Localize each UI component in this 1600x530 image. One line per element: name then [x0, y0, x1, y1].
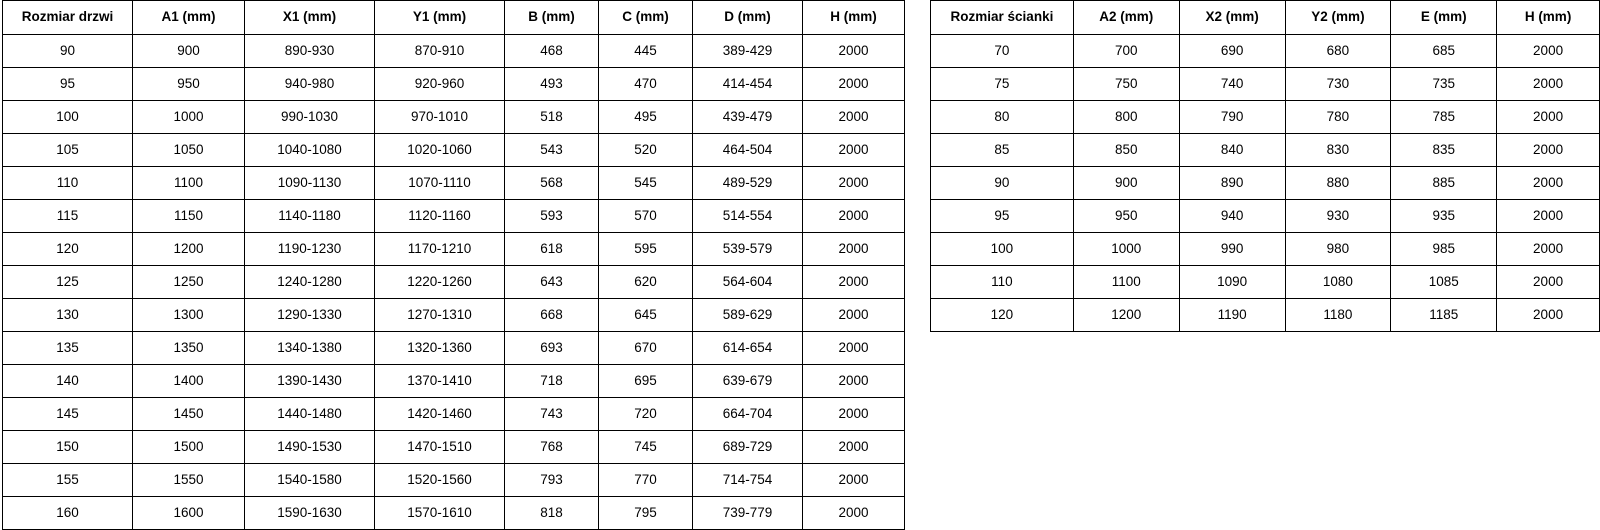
doors-cell: 495	[599, 101, 693, 134]
doors-cell: 870-910	[375, 35, 505, 68]
table-row	[3, 233, 905, 266]
doors-cell: 105	[3, 134, 133, 167]
doors-cell: 2000	[803, 299, 905, 332]
doors-cell: 543	[505, 134, 599, 167]
walls-column-header: H (mm)	[1497, 1, 1600, 35]
doors-cell: 593	[505, 200, 599, 233]
walls-cell: 850	[1073, 134, 1179, 167]
doors-cell: 110	[3, 167, 133, 200]
doors-cell: 1020-1060	[375, 134, 505, 167]
walls-cell: 740	[1179, 68, 1285, 101]
doors-cell: 445	[599, 35, 693, 68]
doors-cell: 900	[133, 35, 245, 68]
doors-header-row	[3, 1, 905, 35]
doors-cell: 2000	[803, 167, 905, 200]
walls-cell: 800	[1073, 101, 1179, 134]
doors-cell: 695	[599, 365, 693, 398]
doors-cell: 1440-1480	[245, 398, 375, 431]
doors-column-header: Y1 (mm)	[375, 1, 505, 35]
doors-table-body	[3, 35, 905, 530]
doors-cell: 1000	[133, 101, 245, 134]
table-row	[931, 167, 1600, 200]
walls-cell: 730	[1285, 68, 1391, 101]
doors-cell: 2000	[803, 266, 905, 299]
walls-cell: 2000	[1497, 167, 1600, 200]
walls-cell: 700	[1073, 35, 1179, 68]
doors-cell: 489-529	[693, 167, 803, 200]
doors-cell: 1290-1330	[245, 299, 375, 332]
doors-column-header: D (mm)	[693, 1, 803, 35]
walls-cell: 2000	[1497, 299, 1600, 332]
doors-cell: 150	[3, 431, 133, 464]
doors-cell: 1350	[133, 332, 245, 365]
doors-cell: 145	[3, 398, 133, 431]
doors-cell: 614-654	[693, 332, 803, 365]
doors-cell: 645	[599, 299, 693, 332]
doors-cell: 570	[599, 200, 693, 233]
doors-table-head	[3, 1, 905, 35]
doors-cell: 739-779	[693, 497, 803, 530]
doors-cell: 714-754	[693, 464, 803, 497]
doors-cell: 135	[3, 332, 133, 365]
walls-cell: 85	[931, 134, 1074, 167]
doors-cell: 595	[599, 233, 693, 266]
doors-cell: 2000	[803, 431, 905, 464]
doors-cell: 1270-1310	[375, 299, 505, 332]
doors-cell: 1190-1230	[245, 233, 375, 266]
walls-cell: 985	[1391, 233, 1497, 266]
doors-cell: 1170-1210	[375, 233, 505, 266]
doors-cell: 414-454	[693, 68, 803, 101]
doors-cell: 795	[599, 497, 693, 530]
walls-table-head	[931, 1, 1600, 35]
walls-cell: 2000	[1497, 266, 1600, 299]
doors-cell: 120	[3, 233, 133, 266]
doors-cell: 125	[3, 266, 133, 299]
walls-cell: 80	[931, 101, 1074, 134]
walls-cell: 1100	[1073, 266, 1179, 299]
doors-cell: 643	[505, 266, 599, 299]
doors-cell: 545	[599, 167, 693, 200]
walls-cell: 885	[1391, 167, 1497, 200]
walls-cell: 780	[1285, 101, 1391, 134]
walls-cell: 1190	[1179, 299, 1285, 332]
doors-cell: 2000	[803, 332, 905, 365]
doors-column-header: A1 (mm)	[133, 1, 245, 35]
doors-cell: 664-704	[693, 398, 803, 431]
walls-table-container	[930, 0, 1600, 332]
doors-cell: 2000	[803, 134, 905, 167]
walls-cell: 1180	[1285, 299, 1391, 332]
doors-cell: 1140-1180	[245, 200, 375, 233]
doors-column-header: C (mm)	[599, 1, 693, 35]
walls-column-header: A2 (mm)	[1073, 1, 1179, 35]
doors-cell: 720	[599, 398, 693, 431]
walls-cell: 690	[1179, 35, 1285, 68]
doors-cell: 1050	[133, 134, 245, 167]
doors-cell: 1550	[133, 464, 245, 497]
doors-cell: 2000	[803, 35, 905, 68]
doors-cell: 768	[505, 431, 599, 464]
doors-cell: 160	[3, 497, 133, 530]
doors-cell: 1070-1110	[375, 167, 505, 200]
doors-cell: 1490-1530	[245, 431, 375, 464]
doors-column-header: X1 (mm)	[245, 1, 375, 35]
walls-cell: 70	[931, 35, 1074, 68]
walls-cell: 890	[1179, 167, 1285, 200]
table-row	[931, 233, 1600, 266]
walls-cell: 2000	[1497, 200, 1600, 233]
doors-cell: 950	[133, 68, 245, 101]
walls-cell: 1185	[1391, 299, 1497, 332]
table-row	[931, 299, 1600, 332]
table-row	[3, 134, 905, 167]
doors-cell: 890-930	[245, 35, 375, 68]
doors-cell: 493	[505, 68, 599, 101]
doors-cell: 1120-1160	[375, 200, 505, 233]
doors-cell: 745	[599, 431, 693, 464]
walls-table-body	[931, 35, 1600, 332]
table-row	[3, 365, 905, 398]
doors-cell: 468	[505, 35, 599, 68]
walls-cell: 2000	[1497, 68, 1600, 101]
doors-cell: 1320-1360	[375, 332, 505, 365]
table-row	[931, 35, 1600, 68]
walls-cell: 935	[1391, 200, 1497, 233]
table-row	[3, 464, 905, 497]
doors-cell: 1400	[133, 365, 245, 398]
doors-cell: 668	[505, 299, 599, 332]
table-row	[3, 68, 905, 101]
doors-cell: 639-679	[693, 365, 803, 398]
doors-cell: 100	[3, 101, 133, 134]
doors-cell: 115	[3, 200, 133, 233]
doors-cell: 670	[599, 332, 693, 365]
table-row	[3, 266, 905, 299]
walls-cell: 1085	[1391, 266, 1497, 299]
walls-cell: 95	[931, 200, 1074, 233]
doors-cell: 990-1030	[245, 101, 375, 134]
walls-cell: 2000	[1497, 233, 1600, 266]
doors-cell: 514-554	[693, 200, 803, 233]
table-row	[931, 68, 1600, 101]
doors-cell: 1340-1380	[245, 332, 375, 365]
walls-cell: 750	[1073, 68, 1179, 101]
walls-cell: 120	[931, 299, 1074, 332]
walls-cell: 685	[1391, 35, 1497, 68]
walls-cell: 830	[1285, 134, 1391, 167]
walls-cell: 1000	[1073, 233, 1179, 266]
walls-cell: 980	[1285, 233, 1391, 266]
doors-dimensions-table	[2, 0, 905, 530]
walls-cell: 940	[1179, 200, 1285, 233]
doors-cell: 90	[3, 35, 133, 68]
walls-cell: 2000	[1497, 101, 1600, 134]
walls-cell: 930	[1285, 200, 1391, 233]
walls-cell: 110	[931, 266, 1074, 299]
doors-cell: 818	[505, 497, 599, 530]
doors-cell: 1040-1080	[245, 134, 375, 167]
doors-cell: 1390-1430	[245, 365, 375, 398]
table-row	[3, 497, 905, 530]
walls-dimensions-table	[930, 0, 1600, 332]
doors-cell: 1590-1630	[245, 497, 375, 530]
table-row	[3, 101, 905, 134]
doors-cell: 970-1010	[375, 101, 505, 134]
doors-cell: 940-980	[245, 68, 375, 101]
doors-cell: 2000	[803, 398, 905, 431]
walls-cell: 840	[1179, 134, 1285, 167]
walls-cell: 100	[931, 233, 1074, 266]
doors-cell: 1200	[133, 233, 245, 266]
walls-cell: 1090	[1179, 266, 1285, 299]
walls-column-header: E (mm)	[1391, 1, 1497, 35]
doors-cell: 1570-1610	[375, 497, 505, 530]
doors-cell: 743	[505, 398, 599, 431]
doors-cell: 718	[505, 365, 599, 398]
doors-column-header: Rozmiar drzwi	[3, 1, 133, 35]
doors-cell: 1300	[133, 299, 245, 332]
doors-cell: 1420-1460	[375, 398, 505, 431]
doors-cell: 1150	[133, 200, 245, 233]
doors-column-header: H (mm)	[803, 1, 905, 35]
doors-cell: 689-729	[693, 431, 803, 464]
doors-cell: 1520-1560	[375, 464, 505, 497]
walls-cell: 785	[1391, 101, 1497, 134]
doors-cell: 1370-1410	[375, 365, 505, 398]
walls-cell: 680	[1285, 35, 1391, 68]
table-row	[3, 200, 905, 233]
walls-cell: 2000	[1497, 35, 1600, 68]
table-row	[3, 167, 905, 200]
table-row	[3, 35, 905, 68]
walls-header-row	[931, 1, 1600, 35]
doors-cell: 620	[599, 266, 693, 299]
doors-cell: 155	[3, 464, 133, 497]
walls-column-header: Y2 (mm)	[1285, 1, 1391, 35]
doors-cell: 520	[599, 134, 693, 167]
doors-cell: 793	[505, 464, 599, 497]
walls-cell: 735	[1391, 68, 1497, 101]
doors-cell: 1540-1580	[245, 464, 375, 497]
doors-cell: 2000	[803, 68, 905, 101]
walls-cell: 880	[1285, 167, 1391, 200]
doors-cell: 95	[3, 68, 133, 101]
doors-column-header: B (mm)	[505, 1, 599, 35]
doors-cell: 1220-1260	[375, 266, 505, 299]
doors-cell: 2000	[803, 497, 905, 530]
doors-cell: 130	[3, 299, 133, 332]
doors-table-container	[2, 0, 905, 530]
table-row	[931, 134, 1600, 167]
doors-cell: 618	[505, 233, 599, 266]
doors-cell: 140	[3, 365, 133, 398]
doors-cell: 920-960	[375, 68, 505, 101]
doors-cell: 2000	[803, 101, 905, 134]
doors-cell: 1500	[133, 431, 245, 464]
walls-cell: 90	[931, 167, 1074, 200]
table-row	[3, 332, 905, 365]
doors-cell: 1090-1130	[245, 167, 375, 200]
doors-cell: 539-579	[693, 233, 803, 266]
doors-cell: 1100	[133, 167, 245, 200]
walls-cell: 1200	[1073, 299, 1179, 332]
walls-cell: 1080	[1285, 266, 1391, 299]
doors-cell: 568	[505, 167, 599, 200]
doors-cell: 2000	[803, 464, 905, 497]
doors-cell: 464-504	[693, 134, 803, 167]
table-row	[3, 431, 905, 464]
table-row	[931, 266, 1600, 299]
doors-cell: 1470-1510	[375, 431, 505, 464]
walls-cell: 835	[1391, 134, 1497, 167]
table-row	[931, 101, 1600, 134]
doors-cell: 1600	[133, 497, 245, 530]
doors-cell: 589-629	[693, 299, 803, 332]
doors-cell: 470	[599, 68, 693, 101]
doors-cell: 518	[505, 101, 599, 134]
walls-cell: 990	[1179, 233, 1285, 266]
doors-cell: 2000	[803, 233, 905, 266]
table-row	[931, 200, 1600, 233]
walls-cell: 790	[1179, 101, 1285, 134]
walls-cell: 950	[1073, 200, 1179, 233]
doors-cell: 439-479	[693, 101, 803, 134]
doors-cell: 2000	[803, 365, 905, 398]
walls-column-header: Rozmiar ścianki	[931, 1, 1074, 35]
doors-cell: 693	[505, 332, 599, 365]
doors-cell: 1240-1280	[245, 266, 375, 299]
walls-column-header: X2 (mm)	[1179, 1, 1285, 35]
doors-cell: 389-429	[693, 35, 803, 68]
doors-cell: 564-604	[693, 266, 803, 299]
walls-cell: 75	[931, 68, 1074, 101]
doors-cell: 770	[599, 464, 693, 497]
walls-cell: 900	[1073, 167, 1179, 200]
table-row	[3, 299, 905, 332]
doors-cell: 1450	[133, 398, 245, 431]
doors-cell: 1250	[133, 266, 245, 299]
walls-cell: 2000	[1497, 134, 1600, 167]
doors-cell: 2000	[803, 200, 905, 233]
table-row	[3, 398, 905, 431]
